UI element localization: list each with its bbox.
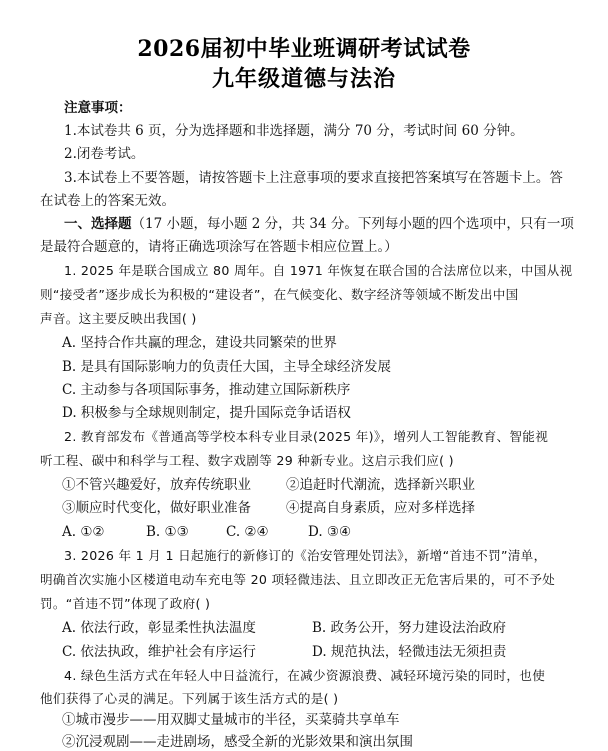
q1-stem-line-3: 声音。这主要反映出我国( ) bbox=[40, 311, 197, 326]
q1-option-a: A. 坚持合作共赢的理念，建设共同繁荣的世界 bbox=[62, 335, 337, 351]
q2-statement-2: ②追赶时代潮流，选择新兴职业 bbox=[286, 477, 475, 493]
q3-option-d: D. 规范执法，轻微违法无须担责 bbox=[312, 644, 507, 660]
notice-item-1: 1.本试卷共 6 页，分为选择题和非选择题，满分 70 分，考试时间 60 分钟。 bbox=[64, 123, 524, 139]
q3-option-a: A. 依法行政，彰显柔性执法温度 bbox=[62, 620, 256, 636]
q4-stem-line-1: 4. 绿色生活方式在年轻人中日益流行，在减少资源浪费、减轻环境污染的同时，也使 bbox=[64, 668, 546, 683]
q3-stem-line-3: 罚。“首违不罚”体现了政府( ) bbox=[40, 596, 211, 611]
q2-statement-1: ①不管兴趣爱好，放弃传统职业 bbox=[62, 477, 251, 493]
section-desc-2: 是最符合题意的，请将正确选项涂写在答题卡相应位置上。） bbox=[40, 239, 398, 255]
q2-stem-line-2: 听工程、碳中和科学与工程、数字戏剧等 29 种新专业。这启示我们应( ) bbox=[40, 453, 454, 468]
notice-item-3: 3.本试卷上不要答题，请按答题卡上注意事项的要求直接把答案填写在答题卡上。答 bbox=[64, 170, 563, 186]
q1-option-c: C. 主动参与各项国际事务，推动建立国际新秩序 bbox=[62, 382, 351, 398]
q1-option-d: D. 积极参与全球规则制定，提升国际竞争话语权 bbox=[62, 405, 351, 421]
notice-item-2: 2.闭卷考试。 bbox=[64, 146, 145, 162]
q2-choice-d: D. ③④ bbox=[308, 524, 352, 540]
q3-option-b: B. 政务公开，努力建设法治政府 bbox=[312, 620, 507, 636]
q2-statement-3: ③顺应时代变化，做好职业准备 bbox=[62, 500, 251, 516]
section-heading: 一、选择题 bbox=[64, 216, 132, 232]
notice-item-3-cont: 在试卷上的答案无效。 bbox=[40, 193, 175, 209]
notice-heading: 注意事项： bbox=[64, 100, 132, 116]
q2-choice-c: C. ②④ bbox=[226, 524, 269, 540]
q3-stem-line-2: 明确首次实施小区楼道电动车充电等 20 项轻微违法、且立即改正无危害后果的，可不予处 bbox=[40, 572, 556, 587]
section-header bbox=[64, 215, 574, 233]
section-desc-1: （17 小题，每小题 2 分，共 34 分。下列每小题的四个选项中，只有一项 bbox=[131, 216, 574, 232]
q1-stem-line-2: 则“接受者”逐步成长为积极的“建设者”，在气候变化、数字经济等领域不断发出中国 bbox=[40, 287, 519, 302]
exam-subtitle: 九年级道德与法治 bbox=[211, 66, 396, 92]
q4-statement-1: ①城市漫步——用双脚丈量城市的半径，买菜骑共享单车 bbox=[62, 712, 400, 728]
q4-statement-2: ②沉浸观剧——走进剧场，感受全新的光影效果和演出氛围 bbox=[62, 734, 413, 750]
q2-statement-4: ④提高自身素质，应对多样选择 bbox=[286, 500, 475, 516]
q2-stem-line-1: 2. 教育部发布《普通高等学校本科专业目录(2025 年)》，增列人工智能教育、智能视 bbox=[64, 429, 549, 444]
q1-stem-line-1: 1. 2025 年是联合国成立 80 周年。自 1971 年恢复在联合国的合法席位以来，中国从视 bbox=[64, 263, 573, 278]
q3-option-c: C. 依法执政，维护社会有序运行 bbox=[62, 644, 256, 660]
q1-option-b: B. 是具有国际影响力的负责任大国，主导全球经济发展 bbox=[62, 359, 392, 375]
exam-title: 2026届初中毕业班调研考试试卷 bbox=[137, 36, 471, 62]
q3-stem-line-1: 3. 2026 年 1 月 1 日起施行的新修订的《治安管理处罚法》，新增“首违不罚”清单， bbox=[64, 548, 547, 563]
q4-stem-line-2: 他们获得了心灵的满足。下列属于该生活方式的是( ) bbox=[40, 691, 339, 706]
q2-choice-b: B. ①③ bbox=[146, 524, 189, 540]
q2-choice-a: A. ①② bbox=[62, 524, 105, 540]
